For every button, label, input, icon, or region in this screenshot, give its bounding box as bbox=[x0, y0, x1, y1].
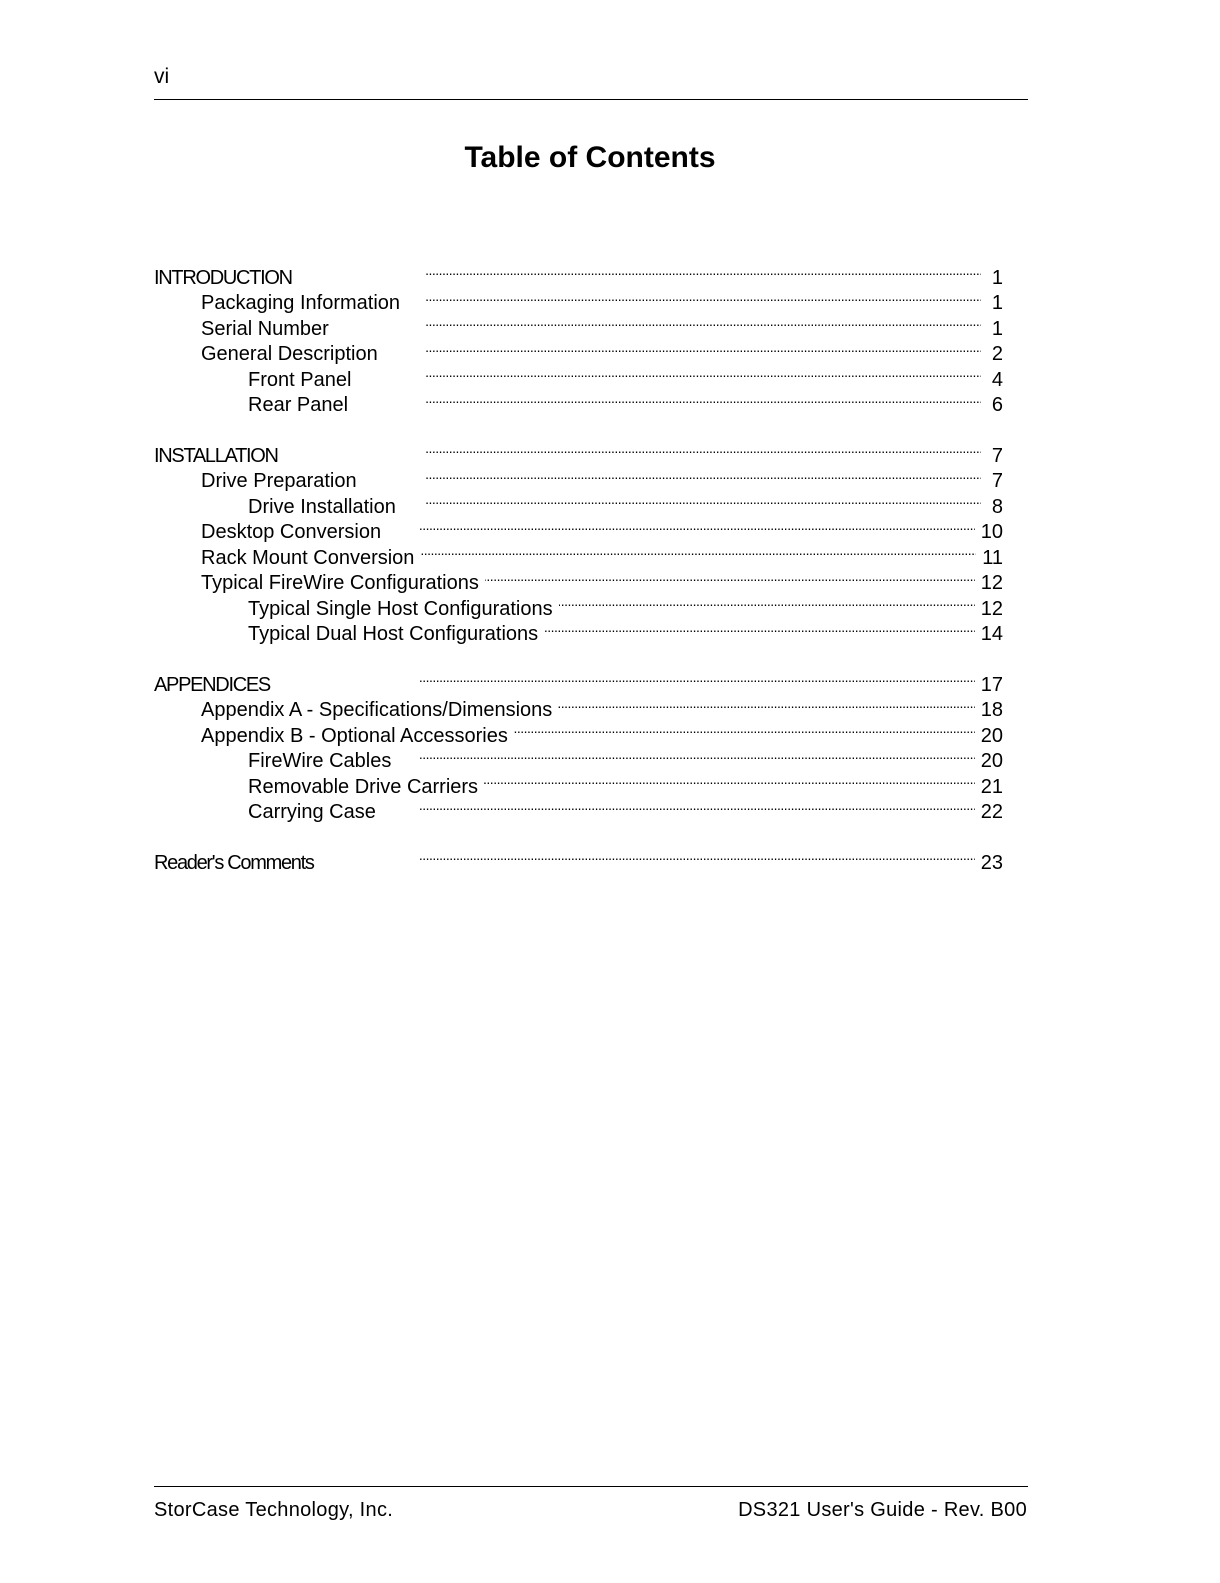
dot-leader bbox=[544, 615, 975, 641]
dot-leader bbox=[559, 589, 975, 615]
header-page-number: vi bbox=[154, 65, 170, 88]
dot-leader bbox=[484, 767, 975, 793]
toc-entry-title: Serial Number bbox=[201, 317, 329, 340]
toc-entry[interactable] bbox=[154, 436, 1003, 467]
toc-entry-page-number: 20 bbox=[980, 724, 1003, 747]
footer-rule bbox=[154, 1486, 1028, 1487]
toc-entry-title: Removable Drive Carriers bbox=[248, 775, 479, 798]
toc-entry-page-number: 23 bbox=[980, 851, 1003, 874]
toc-entry-title: Desktop Conversion bbox=[201, 521, 382, 543]
dot-leader bbox=[382, 793, 975, 819]
toc-entry-page-number: 20 bbox=[980, 750, 1003, 772]
toc-entry-title: Appendix B - Optional Accessories bbox=[201, 724, 508, 747]
toc-entry-page-number: 7 bbox=[991, 470, 1003, 492]
toc-entry-page-number: 1 bbox=[991, 266, 1003, 289]
toc-entry[interactable] bbox=[154, 691, 1003, 721]
dot-leader bbox=[406, 284, 981, 310]
toc-entry[interactable] bbox=[154, 843, 1003, 874]
dot-leader bbox=[384, 335, 981, 361]
dot-leader bbox=[387, 513, 975, 539]
dot-leader bbox=[354, 386, 981, 412]
dot-leader bbox=[485, 564, 975, 590]
toc-entry-page-number: 11 bbox=[982, 546, 1003, 569]
toc-entry-title: Typical FireWire Configurations bbox=[201, 572, 479, 594]
toc-entry-page-number: 7 bbox=[991, 444, 1003, 467]
toc-entry-page-number: 6 bbox=[991, 394, 1003, 416]
toc-entry-page-number: 18 bbox=[980, 699, 1003, 721]
toc-entry-page-number: 2 bbox=[991, 343, 1003, 365]
dot-leader bbox=[514, 716, 975, 742]
toc-entry-title: Rear Panel bbox=[248, 394, 349, 416]
toc-entry-title: Carrying Case bbox=[248, 801, 376, 823]
toc-entry-page-number: 4 bbox=[991, 368, 1003, 391]
toc-entry-title: Typical Dual Host Configurations bbox=[248, 623, 539, 645]
toc-entry-title: INTRODUCTION bbox=[154, 266, 292, 289]
toc-entry-page-number: 22 bbox=[980, 801, 1003, 823]
header-rule bbox=[154, 99, 1028, 100]
footer-document-revision: DS321 User's Guide - Rev. B00 bbox=[738, 1499, 1027, 1521]
toc-entry-page-number: 17 bbox=[980, 673, 1003, 696]
dot-leader bbox=[284, 436, 981, 462]
table-of-contents bbox=[154, 258, 1003, 874]
dot-leader bbox=[335, 309, 981, 335]
dot-leader bbox=[397, 742, 974, 768]
toc-entry-page-number: 21 bbox=[980, 775, 1003, 798]
dot-leader bbox=[363, 462, 981, 488]
toc-entry[interactable] bbox=[154, 665, 1003, 696]
page-title: Table of Contents bbox=[464, 141, 716, 174]
dot-leader bbox=[558, 691, 974, 717]
toc-entry-title: Reader's Comments bbox=[154, 851, 314, 874]
dot-leader bbox=[402, 487, 981, 513]
toc-entry-title: Typical Single Host Configurations bbox=[248, 597, 553, 620]
toc-entry-page-number: 1 bbox=[991, 317, 1003, 340]
toc-entry-page-number: 12 bbox=[980, 572, 1003, 594]
dot-leader bbox=[298, 258, 981, 284]
toc-entry-title: APPENDICES bbox=[154, 673, 270, 696]
dot-leader bbox=[420, 538, 976, 564]
toc-entry-title: General Description bbox=[201, 343, 378, 365]
toc-entry-title: Rack Mount Conversion bbox=[201, 546, 415, 569]
dot-leader bbox=[276, 665, 975, 691]
toc-entry-page-number: 12 bbox=[980, 597, 1003, 620]
toc-entry-page-number: 14 bbox=[980, 623, 1003, 645]
toc-entry-page-number: 1 bbox=[991, 292, 1003, 314]
footer-company: StorCase Technology, Inc. bbox=[154, 1499, 394, 1521]
toc-entry-page-number: 8 bbox=[991, 495, 1003, 518]
dot-leader bbox=[320, 843, 975, 869]
toc-entry-title: Packaging Information bbox=[201, 292, 401, 314]
dot-leader bbox=[357, 360, 981, 386]
toc-entry-title: Front Panel bbox=[248, 368, 352, 391]
toc-entry-title: Drive Installation bbox=[248, 495, 396, 518]
toc-entry[interactable] bbox=[154, 258, 1003, 289]
toc-entry-title: FireWire Cables bbox=[248, 750, 392, 772]
toc-entry-title: Appendix A - Specifications/Dimensions bbox=[201, 699, 553, 721]
toc-entry-title: Drive Preparation bbox=[201, 470, 357, 492]
toc-entry-title: INSTALLATION bbox=[154, 444, 278, 467]
toc-entry-page-number: 10 bbox=[980, 521, 1003, 543]
